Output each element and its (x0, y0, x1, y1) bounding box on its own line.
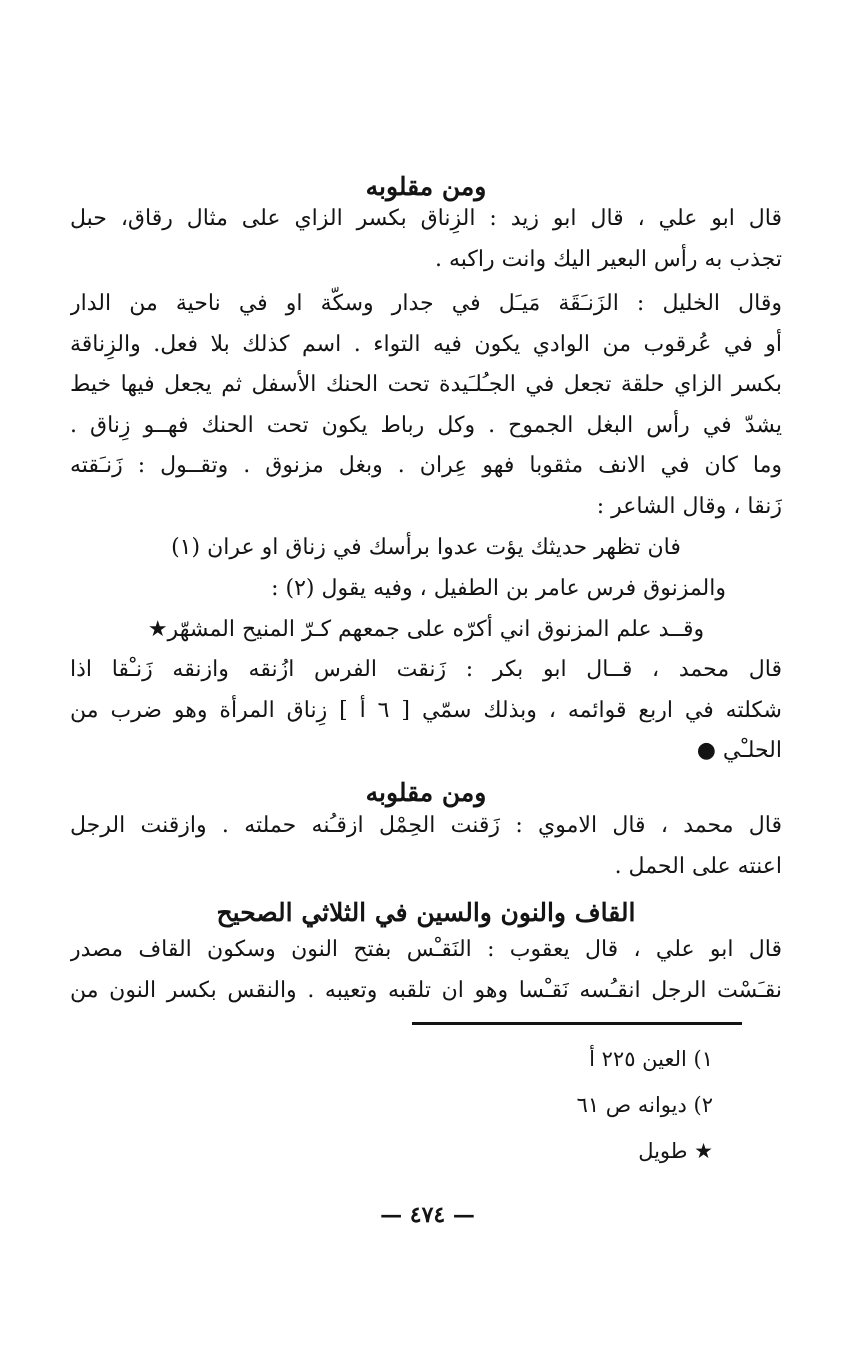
section-heading: ومن مقلوبه (365, 172, 487, 201)
text-line: قال محمد ، قال الاموي : زَقنت الحِمْل ازقـُنه حملته . وازقنت الرجل (70, 813, 782, 838)
footnotes (577, 1036, 713, 1174)
text-line: زَنقا ، وقال الشاعر : (596, 493, 782, 519)
text-line: والمزنوق فرس عامر بن الطفيل ، وفيه يقول (٢) : (271, 576, 726, 601)
verse-line (70, 528, 782, 569)
text-line: الحلـْي ● (696, 738, 782, 763)
footnote: ٢) ديوانه ص ٦١ (576, 1093, 713, 1117)
text-line: قال ابو علي ، قال ابو زيد : الزِناق بكسر الزاي على مثال رقاق، حبل (70, 206, 782, 231)
text-line: اعنته على الحمل . (614, 853, 782, 879)
footnote: ★ طويل (638, 1139, 713, 1163)
paragraph (70, 930, 782, 1011)
page-number: — ٤٧٤ — (380, 1202, 475, 1228)
paragraph (70, 569, 782, 610)
verse-line (70, 610, 782, 651)
text-line: قال محمد ، قــال ابو بكر : زَنقت الفرس ازُنقه وازنقه زَنـْقا اذا (70, 657, 782, 682)
text-line: شكلته في اربع قوائمه ، وبذلك سمّي [ ٦ أ ] زِناق المرأة وهو ضرب من (70, 697, 782, 723)
text-line: يشدّ في رأس البغل الجموح . وكل رباط يكون تحت الحنك فهــو زِناق . (70, 412, 782, 438)
paragraph (70, 284, 782, 527)
text-line: نقـَسْت الرجل انقـُسه نَقـْسا وهو ان تلقبه وتعيبه . والنقس بكسر النون من (70, 977, 782, 1003)
text-line: تجذب به رأس البعير اليك وانت راكبه . (435, 246, 782, 272)
text-line: وقــد علم المزنوق اني أكرّه على جمعهم كـرّ المنيح المشهّر★ (147, 617, 705, 642)
text-line: بكسر الزاي حلقة تجعل في الجـُلـَيدة تحت الحنك الأسفل ثم يجعل فيها خيط (70, 372, 782, 397)
paragraph (70, 199, 782, 280)
paragraph (70, 806, 782, 887)
text-line: وقال الخليل : الزَنـَقَة مَيـَل في جدار وسكّة او في ناحية من الدار (70, 291, 782, 316)
paragraph (70, 650, 782, 772)
section-heading: ومن مقلوبه (365, 778, 487, 807)
section-heading: القاف والنون والسين في الثلاثي الصحيح (216, 898, 636, 927)
text-line: قال ابو علي ، قال يعقوب : النَقـْس بفتح النون وسكون القاف مصدر (70, 937, 782, 962)
text-line: فان تظهر حديثك يؤت عدوا برأسك في زناق او عران (١) (171, 535, 681, 560)
text-line: وما كان في الانف مثقوبا فهو عِران . وبغل مزنوق . وتقــول : زَنـَقته (70, 453, 782, 478)
text-line: أو في عُرقوب من الوادي يكون فيه التواء . اسم كذلك بلا فعل. والزِناقة (70, 331, 782, 357)
footnote: ١) العين ٢٢٥ أ (589, 1047, 713, 1071)
footnote-divider (412, 1022, 742, 1025)
